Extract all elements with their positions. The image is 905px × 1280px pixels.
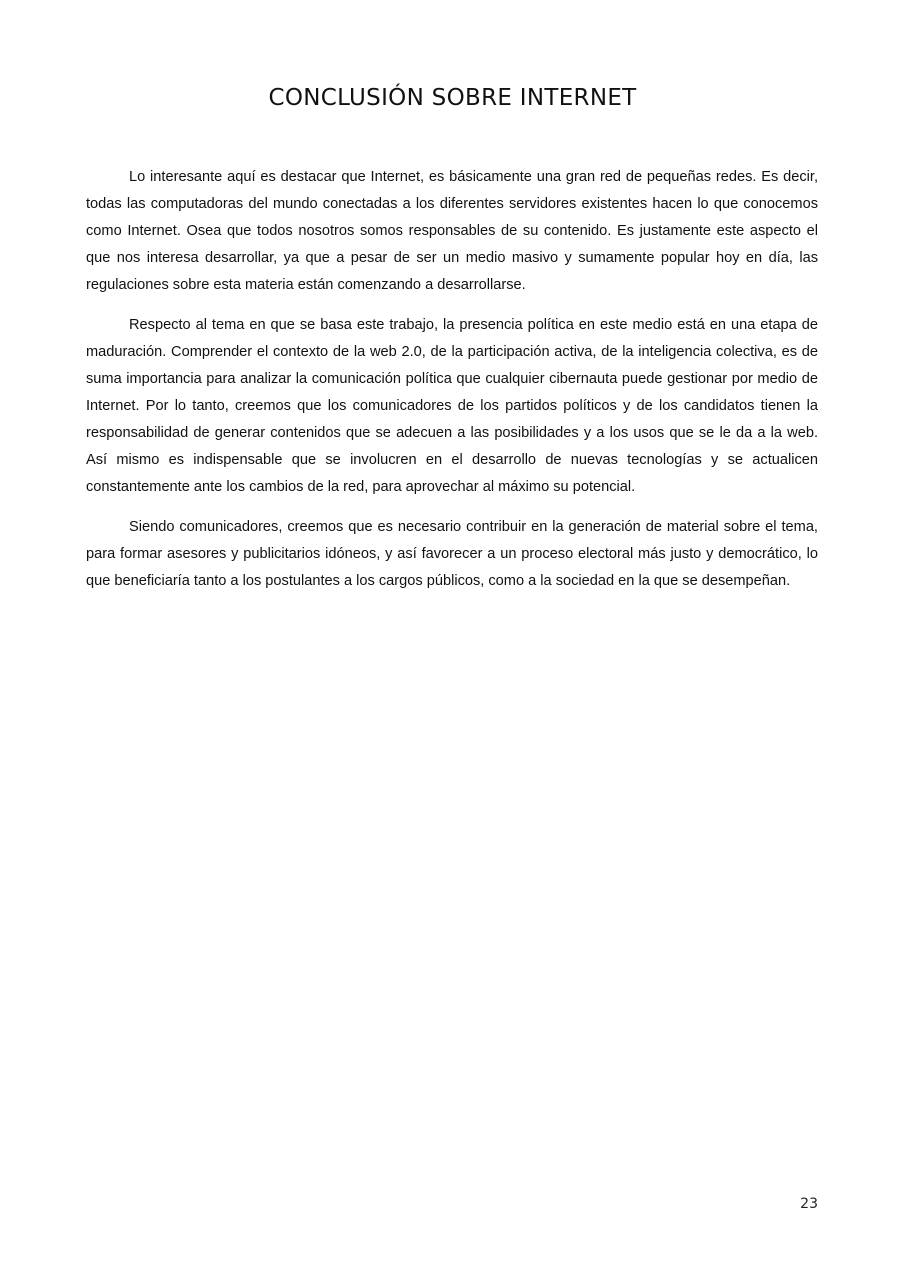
page-number: 23: [800, 1196, 818, 1212]
page-title: CONCLUSIÓN SOBRE INTERNET: [268, 85, 637, 111]
paragraph-3: Siendo comunicadores, creemos que es necesario contribuir en la generación de material sobre el tema, para formar asesores y publicitarios idóneos, y así favorecer a un proceso electoral más justo y democrático, lo que beneficiaría tanto a los postulantes a los cargos públicos, como a la sociedad en la que se desempeñan.: [86, 519, 818, 589]
paragraph-2: Respecto al tema en que se basa este trabajo, la presencia política en este medio está en una etapa de maduración. Comprender el contexto de la web 2.0, de la participación activa, de la inteligencia colectiva, es de suma importancia para analizar la comunicación política que cualquier cibernauta puede gestionar por medio de Internet. Por lo tanto, creemos que los comunicadores de los partidos políticos y de los candidatos tienen la responsabilidad de generar contenidos que se adecuen a las posibilidades y a los usos que se le da a la web. Así mismo es indispensable que se involucren en el desarrollo de nuevas tecnologías y se actualicen constantemente ante los cambios de la red, para aprovechar al máximo su potencial.: [86, 317, 818, 495]
body-text: [86, 164, 818, 608]
paragraph-1: Lo interesante aquí es destacar que Internet, es básicamente una gran red de pequeñas redes. Es decir, todas las computadoras del mundo conectadas a los diferentes servidores existentes hacen lo que conocemos como Internet. Osea que todos nosotros somos responsables de su contenido. Es justamente este aspecto el que nos interesa desarrollar, ya que a pesar de ser un medio masivo y sumamente popular hoy en día, las regulaciones sobre esta materia están comenzando a desarrollarse.: [86, 169, 818, 293]
